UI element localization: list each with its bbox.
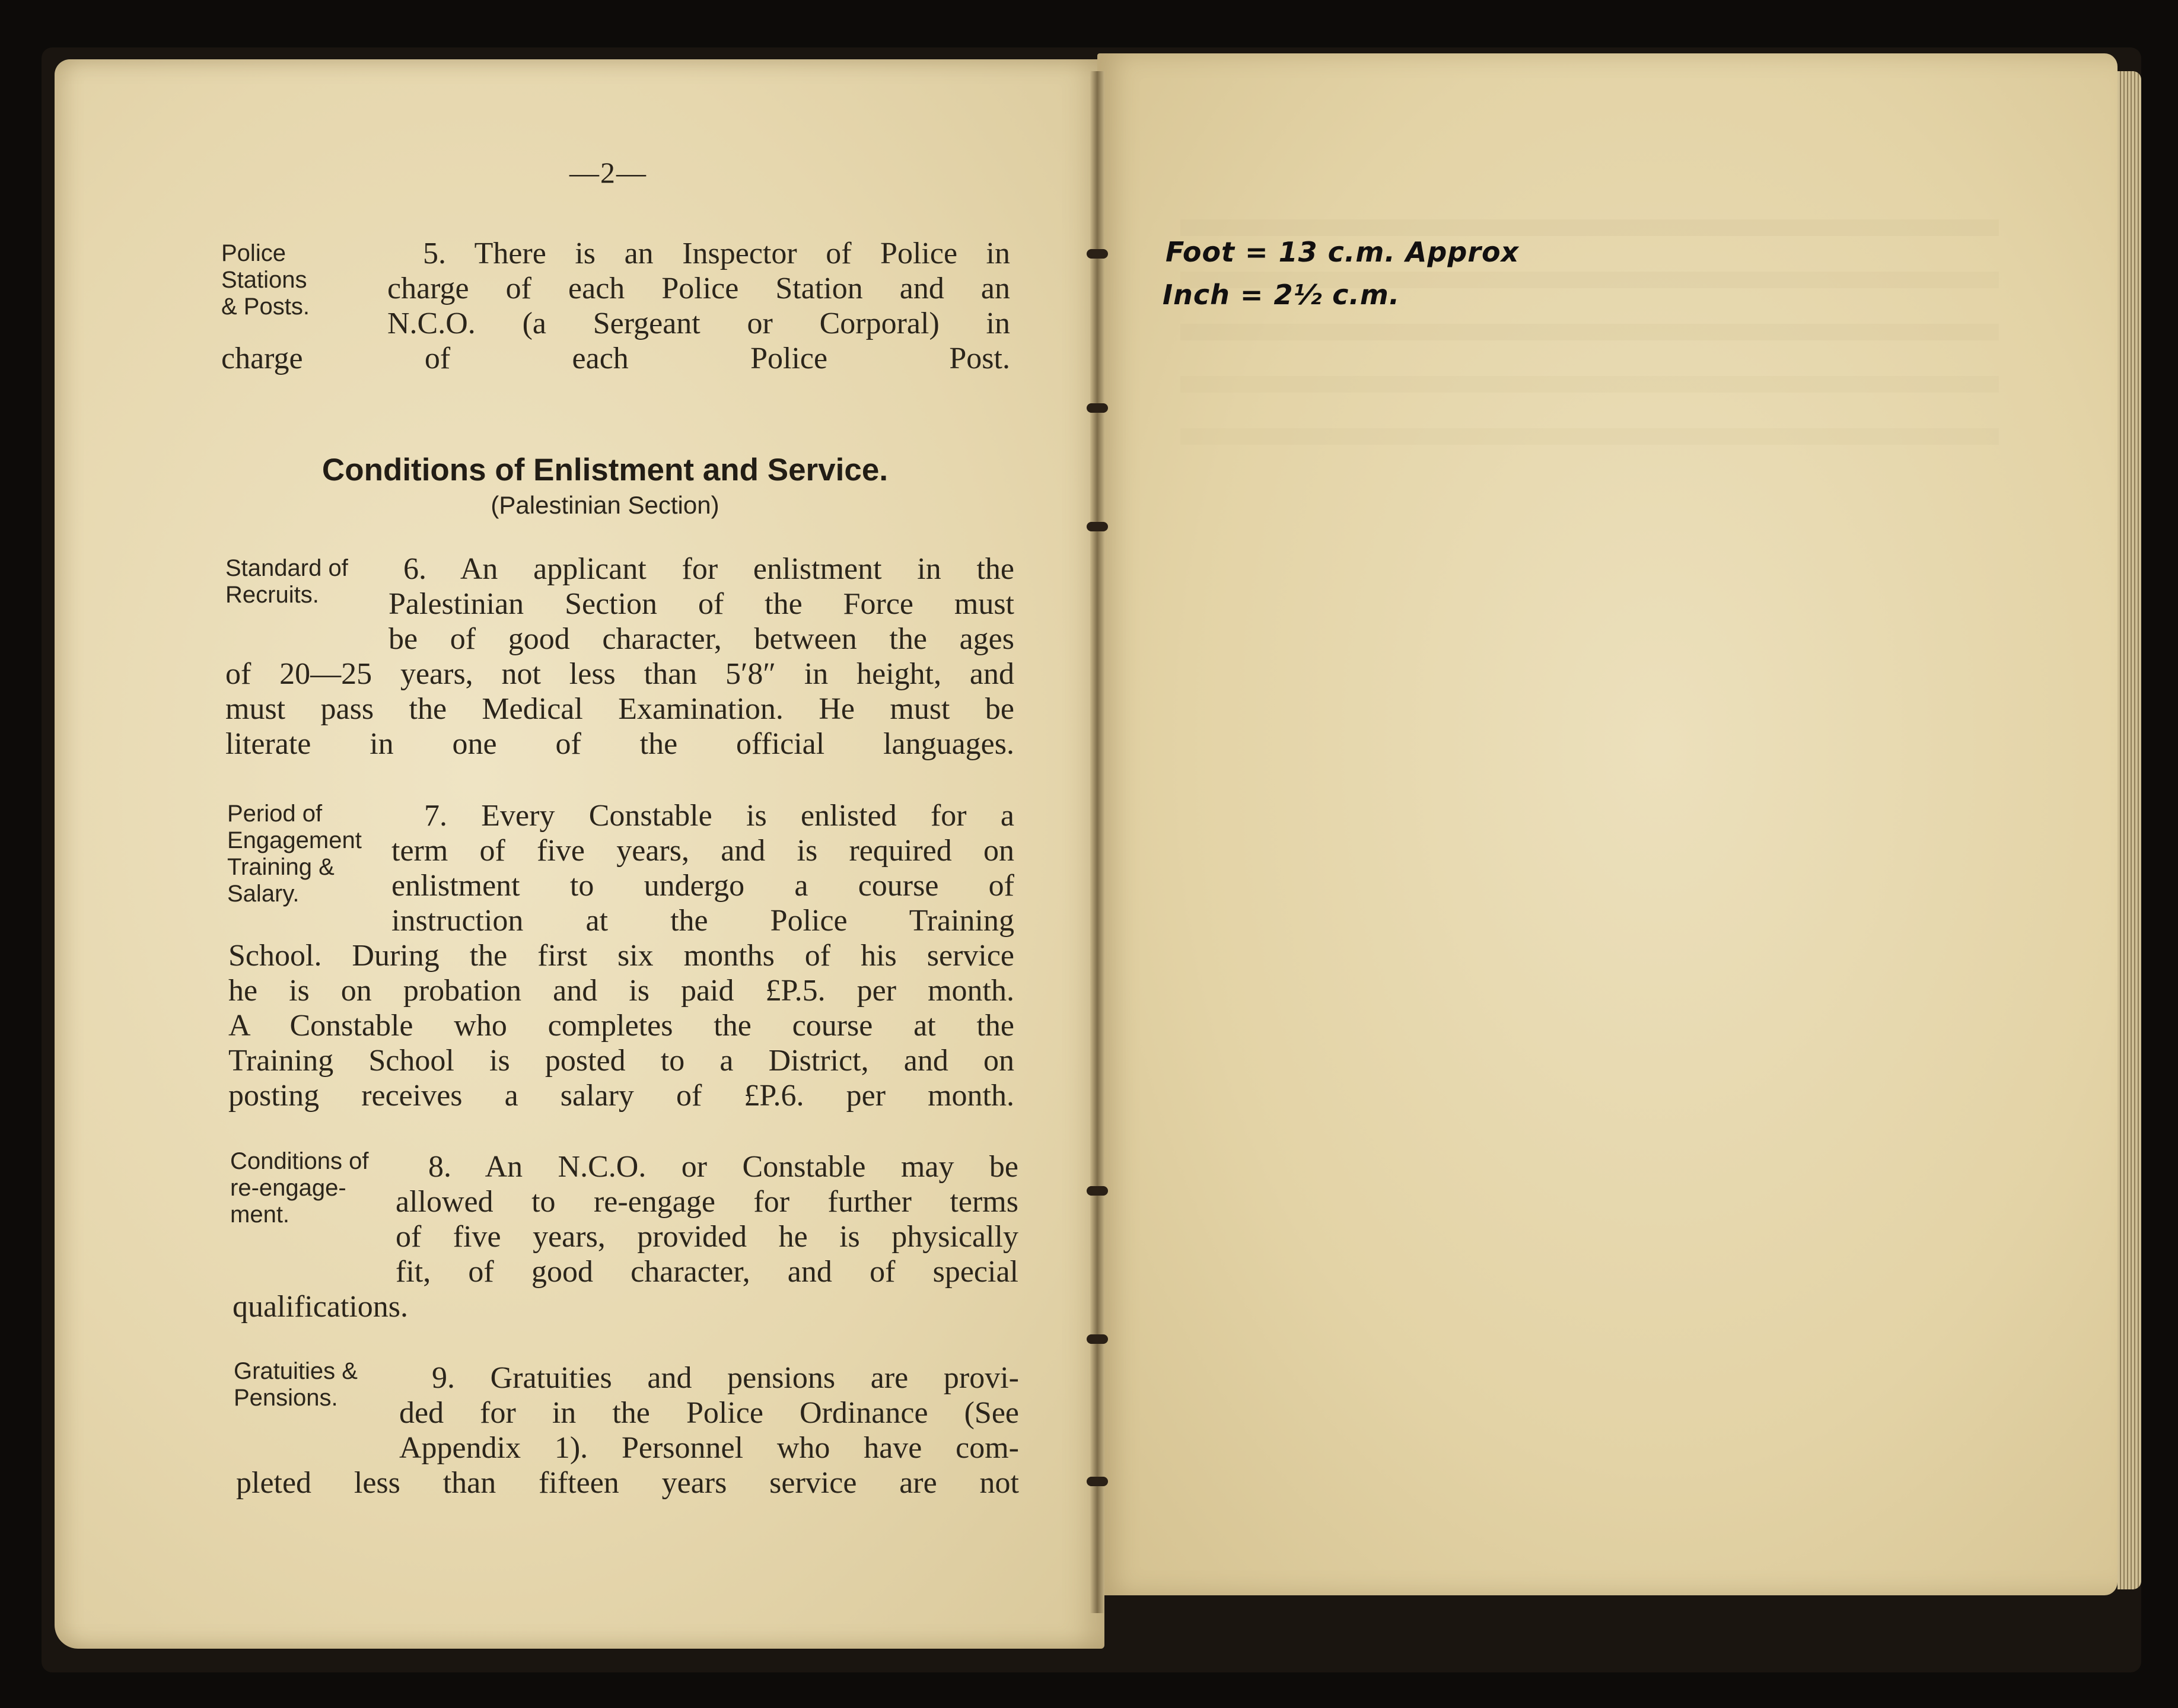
text-line: Palestinian Section of the Force must xyxy=(389,587,1014,621)
binding-stitch xyxy=(1087,522,1108,531)
text-line: fit, of good character, and of special xyxy=(396,1255,1018,1289)
text-line: enlistment to undergo a course of xyxy=(391,869,1014,903)
text-line: qualifications. xyxy=(233,1290,409,1324)
text-line: term of five years, and is required on xyxy=(391,834,1014,868)
text-line: of 20—25 years, not less than 5′8″ in height, and xyxy=(225,657,1014,691)
paragraph-8 xyxy=(233,1149,1018,1324)
text-line: Training School is posted to a District, and on xyxy=(228,1044,1014,1078)
text-line: posting receives a salary of £P.6. per month. xyxy=(228,1079,1014,1113)
text-line: 8. An N.C.O. or Constable may be xyxy=(428,1150,1018,1184)
margin-note-line: Standard of xyxy=(225,555,348,581)
page-edges xyxy=(2118,71,2141,1589)
margin-note-line: Engagement xyxy=(227,827,362,853)
text-line: N.C.O. (a Sergeant or Corporal) in xyxy=(387,307,1010,340)
binding-stitch xyxy=(1087,403,1108,413)
margin-note-line: re-engage- xyxy=(230,1175,346,1201)
margin-note-line: Recruits. xyxy=(225,582,319,608)
margin-note-line: Period of xyxy=(227,801,323,827)
text-line: be of good character, between the ages xyxy=(389,622,1014,656)
text-line: ded for in the Police Ordinance (See xyxy=(399,1396,1019,1430)
page-number: —2— xyxy=(569,156,647,189)
paragraph-7 xyxy=(228,798,1014,1113)
text-line: 7. Every Constable is enlisted for a xyxy=(424,799,1014,833)
paragraph-6 xyxy=(225,552,1014,761)
margin-note-line: Stations xyxy=(221,267,307,293)
paragraph-5 xyxy=(221,236,1010,376)
section-subheading: (Palestinian Section) xyxy=(491,491,719,519)
binding-stitch xyxy=(1087,1477,1108,1486)
text-line: instruction at the Police Training xyxy=(391,904,1014,938)
section-heading: Conditions of Enlistment and Service. xyxy=(321,453,889,487)
text-line: of five years, provided he is physically xyxy=(396,1220,1018,1254)
text-line: 5. There is an Inspector of Police in xyxy=(423,237,1010,270)
text-line: pleted less than fifteen years service are not xyxy=(236,1466,1019,1500)
text-line: must pass the Medical Examination. He must be xyxy=(225,692,1014,726)
text-line: Appendix 1). Personnel who have com- xyxy=(399,1431,1019,1465)
handwritten-note-inch: Inch = 2½ c.m. xyxy=(1163,279,1400,311)
margin-note-line: ment. xyxy=(230,1202,290,1228)
text-line: allowed to re-engage for further terms xyxy=(396,1185,1018,1219)
text-line: he is on probation and is paid £P.5. per month. xyxy=(228,974,1014,1008)
margin-note-line: Conditions of xyxy=(230,1148,369,1174)
book-gutter xyxy=(1090,71,1104,1613)
text-line: 6. An applicant for enlistment in the xyxy=(403,552,1014,586)
margin-note-line: Gratuities & xyxy=(234,1358,358,1384)
binding-stitch xyxy=(1087,249,1108,259)
text-line: charge of each Police Post. xyxy=(221,342,1010,375)
margin-note-line: Salary. xyxy=(227,881,300,907)
margin-note-line: Police xyxy=(221,240,286,266)
margin-note-line: Training & xyxy=(227,854,335,880)
text-line: 9. Gratuities and pensions are provi- xyxy=(432,1361,1019,1395)
paragraph-9 xyxy=(236,1360,1019,1500)
text-line: charge of each Police Station and an xyxy=(387,272,1010,305)
binding-stitch xyxy=(1087,1186,1108,1196)
text-line: literate in one of the official languages. xyxy=(225,727,1014,761)
handwritten-note-foot: Foot = 13 c.m. Approx xyxy=(1166,236,1520,268)
margin-note-line: Pensions. xyxy=(234,1385,338,1411)
text-line: A Constable who completes the course at the xyxy=(228,1009,1014,1043)
margin-note-line: & Posts. xyxy=(221,294,310,320)
binding-stitch xyxy=(1087,1334,1108,1344)
text-line: School. During the first six months of his service xyxy=(228,939,1014,973)
